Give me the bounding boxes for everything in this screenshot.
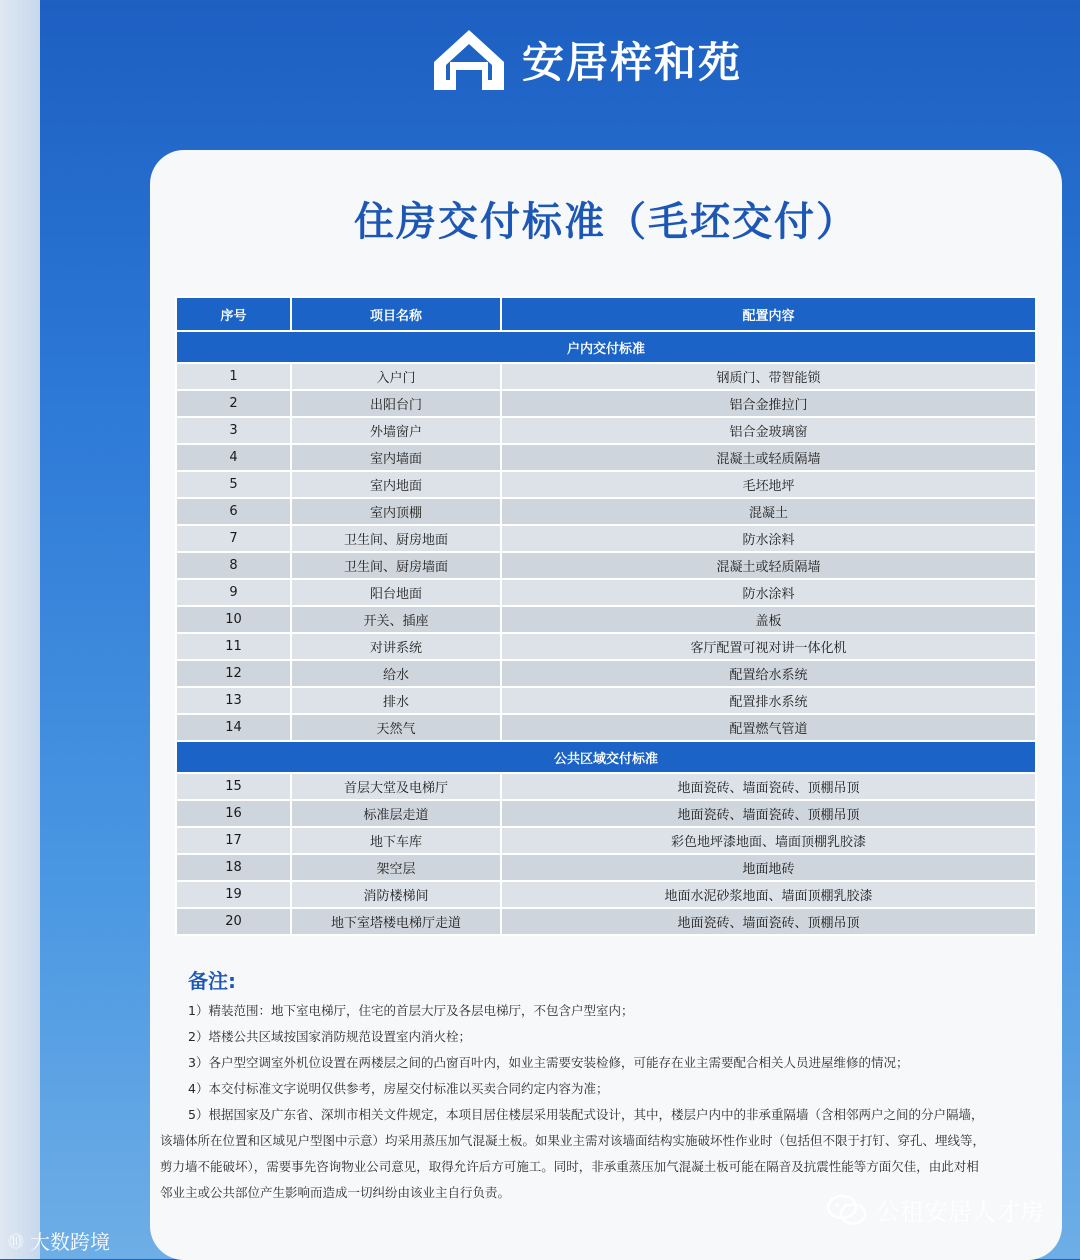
item-name: 架空层 xyxy=(291,854,501,881)
table-row xyxy=(176,773,1036,800)
page-title: 住房交付标准（毛坯交付） xyxy=(354,199,858,245)
row-number: 12 xyxy=(176,660,291,687)
row-number: 17 xyxy=(176,827,291,854)
table-row xyxy=(176,444,1036,471)
item-name: 天然气 xyxy=(291,714,501,741)
item-name: 标准层走道 xyxy=(291,800,501,827)
table-row xyxy=(176,390,1036,417)
source-logo-icon: ⓾ xyxy=(8,1232,25,1251)
note-line: 剪力墙不能破坏），需要事先咨询物业公司意见，取得允许后方可施工。同时，非承重蒸压加气混凝土板可能在隔音及抗震性能等方面欠佳，由此对相 xyxy=(160,1159,979,1174)
config-content: 混凝土或轻质隔墙 xyxy=(501,444,1036,471)
item-name: 开关、插座 xyxy=(291,606,501,633)
row-number: 4 xyxy=(176,444,291,471)
item-name: 室内地面 xyxy=(291,471,501,498)
config-content: 混凝土 xyxy=(501,498,1036,525)
table-row xyxy=(176,687,1036,714)
item-name: 对讲系统 xyxy=(291,633,501,660)
section-header-row xyxy=(176,331,1036,363)
item-name: 阳台地面 xyxy=(291,579,501,606)
table-header-row xyxy=(176,297,1036,331)
note-line: 2）塔楼公共区域按国家消防规范设置室内消火栓； xyxy=(188,1029,471,1044)
table-row xyxy=(176,908,1036,935)
item-name: 首层大堂及电梯厅 xyxy=(291,773,501,800)
row-number: 15 xyxy=(176,773,291,800)
table-row xyxy=(176,498,1036,525)
config-content: 毛坯地坪 xyxy=(501,471,1036,498)
table-row xyxy=(176,660,1036,687)
table-row xyxy=(176,800,1036,827)
item-name: 地下室塔楼电梯厅走道 xyxy=(291,908,501,935)
column-header: 项目名称 xyxy=(291,297,501,331)
config-content: 铝合金推拉门 xyxy=(501,390,1036,417)
note-line: 5）根据国家及广东省、深圳市相关文件规定，本项目居住楼层采用装配式设计，其中，楼层户内中的非承重隔墙（含相邻两户之间的分户隔墙， xyxy=(188,1107,984,1122)
table-row xyxy=(176,552,1036,579)
note-line: 该墙体所在位置和区域见户型图中示意）均采用蒸压加气混凝土板。如果业主需对该墙面结构实施破坏性作业时（包括但不限于打钉、穿孔、埋线等， xyxy=(160,1133,986,1148)
row-number: 8 xyxy=(176,552,291,579)
wechat-icon xyxy=(826,1193,868,1227)
house-logo-icon xyxy=(430,26,508,94)
note-line: 3）各户型空调室外机位设置在两楼层之间的凸窗百叶内，如业主需要安装检修，可能存在业主需要配合相关人员进屋维修的情况； xyxy=(188,1055,909,1070)
config-content: 地面瓷砖、墙面瓷砖、顶棚吊顶 xyxy=(501,908,1036,935)
config-content: 混凝土或轻质隔墙 xyxy=(501,552,1036,579)
table-row xyxy=(176,714,1036,741)
section-header-row xyxy=(176,741,1036,773)
row-number: 5 xyxy=(176,471,291,498)
item-name: 出阳台门 xyxy=(291,390,501,417)
table-row xyxy=(176,854,1036,881)
row-number: 7 xyxy=(176,525,291,552)
item-name: 排水 xyxy=(291,687,501,714)
table-row xyxy=(176,579,1036,606)
section-label: 公共区域交付标准 xyxy=(176,741,1036,773)
item-name: 室内顶棚 xyxy=(291,498,501,525)
config-content: 铝合金玻璃窗 xyxy=(501,417,1036,444)
config-content: 地面地砖 xyxy=(501,854,1036,881)
table-row xyxy=(176,471,1036,498)
column-header: 配置内容 xyxy=(501,297,1036,331)
table-row xyxy=(176,881,1036,908)
item-name: 外墙窗户 xyxy=(291,417,501,444)
column-header: 序号 xyxy=(176,297,291,331)
config-content: 客厅配置可视对讲一体化机 xyxy=(501,633,1036,660)
item-name: 室内墙面 xyxy=(291,444,501,471)
config-content: 配置燃气管道 xyxy=(501,714,1036,741)
config-content: 彩色地坪漆地面、墙面顶棚乳胶漆 xyxy=(501,827,1036,854)
item-name: 给水 xyxy=(291,660,501,687)
item-name: 入户门 xyxy=(291,363,501,390)
wechat-watermark xyxy=(826,1192,1044,1227)
table-row xyxy=(176,525,1036,552)
delivery-standard-table xyxy=(175,296,1037,936)
row-number: 14 xyxy=(176,714,291,741)
config-content: 配置给水系统 xyxy=(501,660,1036,687)
item-name: 地下车库 xyxy=(291,827,501,854)
row-number: 6 xyxy=(176,498,291,525)
table-row xyxy=(176,606,1036,633)
config-content: 防水涂料 xyxy=(501,579,1036,606)
row-number: 18 xyxy=(176,854,291,881)
row-number: 3 xyxy=(176,417,291,444)
item-name: 卫生间、厨房地面 xyxy=(291,525,501,552)
brand-name: 安居梓和苑 xyxy=(522,38,743,87)
table-row xyxy=(176,827,1036,854)
notes-section xyxy=(160,968,1060,1206)
row-number: 2 xyxy=(176,390,291,417)
config-content: 地面瓷砖、墙面瓷砖、顶棚吊顶 xyxy=(501,773,1036,800)
row-number: 16 xyxy=(176,800,291,827)
source-watermark xyxy=(8,1226,110,1255)
row-number: 9 xyxy=(176,579,291,606)
table-row xyxy=(176,363,1036,390)
note-line: 1）精装范围：地下室电梯厅，住宅的首层大厅及各层电梯厅，不包含户型室内； xyxy=(188,1003,634,1018)
row-number: 1 xyxy=(176,363,291,390)
note-line: 4）本交付标准文字说明仅供参考，房屋交付标准以买卖合同约定内容为准； xyxy=(188,1081,609,1096)
row-number: 20 xyxy=(176,908,291,935)
row-number: 13 xyxy=(176,687,291,714)
table-row xyxy=(176,417,1036,444)
config-content: 配置排水系统 xyxy=(501,687,1036,714)
page-edge xyxy=(0,0,40,1259)
config-content: 防水涂料 xyxy=(501,525,1036,552)
config-content: 地面水泥砂浆地面、墙面顶棚乳胶漆 xyxy=(501,881,1036,908)
watermark-source-name: 大数跨境 xyxy=(30,1230,111,1254)
config-content: 钢质门、带智能锁 xyxy=(501,363,1036,390)
item-name: 消防楼梯间 xyxy=(291,881,501,908)
config-content: 地面瓷砖、墙面瓷砖、顶棚吊顶 xyxy=(501,800,1036,827)
row-number: 10 xyxy=(176,606,291,633)
brand-header xyxy=(430,20,742,100)
notes-title: 备注: xyxy=(188,969,236,993)
row-number: 11 xyxy=(176,633,291,660)
note-line: 邻业主或公共部位产生影响而造成一切纠纷由该业主自行负责。 xyxy=(160,1185,511,1200)
row-number: 19 xyxy=(176,881,291,908)
section-label: 户内交付标准 xyxy=(176,331,1036,363)
watermark-account-name: 公租安居人才房 xyxy=(876,1198,1044,1226)
config-content: 盖板 xyxy=(501,606,1036,633)
table-row xyxy=(176,633,1036,660)
item-name: 卫生间、厨房墙面 xyxy=(291,552,501,579)
